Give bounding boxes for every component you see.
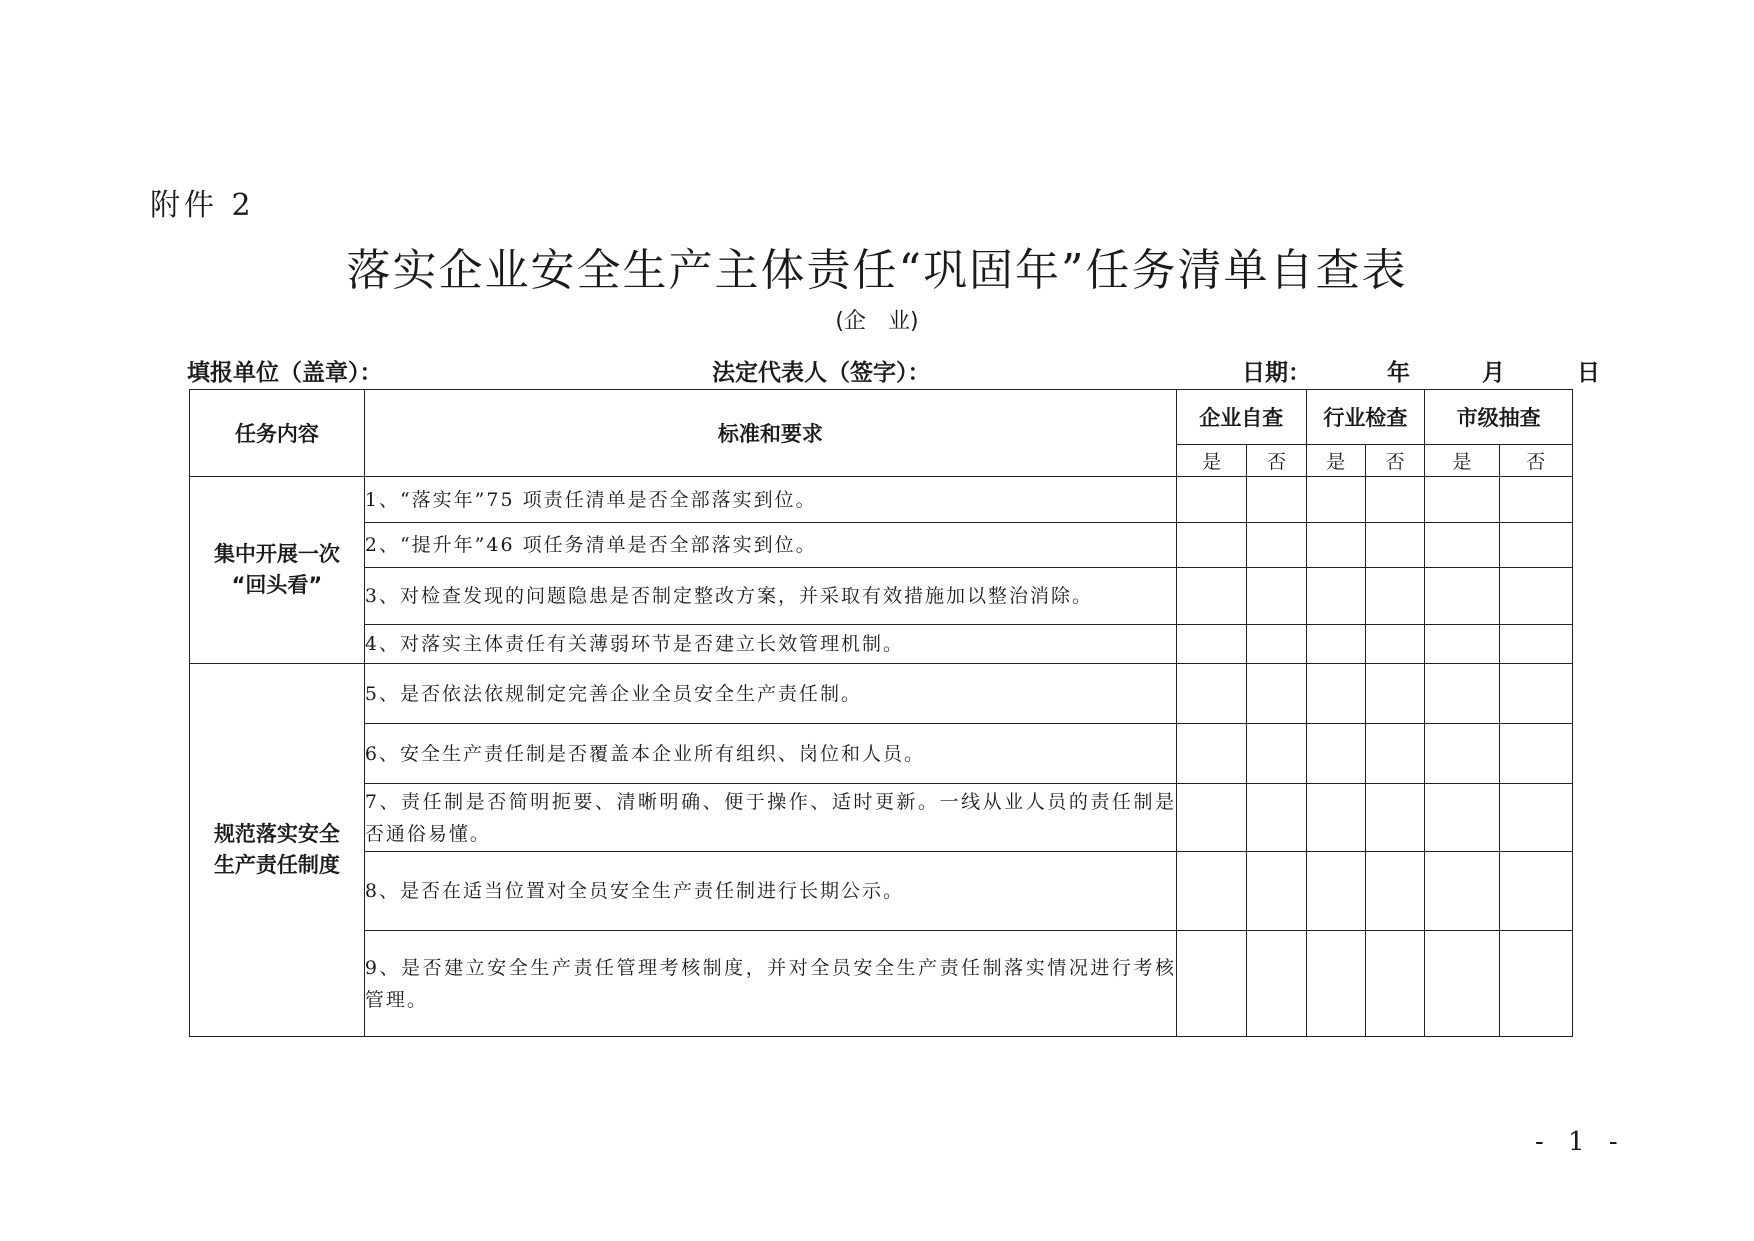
self-check-yes-cell[interactable] [1176, 852, 1246, 931]
date-month-label: 月 [1482, 360, 1505, 386]
attachment-label: 附件 2 [150, 188, 255, 223]
city-check-no-cell[interactable] [1499, 568, 1572, 625]
table-row [190, 784, 1573, 852]
date-field [1242, 354, 1600, 387]
city-check-yes-cell[interactable] [1425, 523, 1499, 568]
city-check-no-cell[interactable] [1499, 852, 1572, 931]
table-row [190, 724, 1573, 784]
city-check-no-header: 否 [1499, 445, 1572, 477]
task-cell-review [190, 477, 365, 664]
self-check-no-cell[interactable] [1247, 625, 1306, 664]
self-check-yes-cell[interactable] [1176, 664, 1246, 724]
task-label-line: 生产责任制度 [213, 853, 340, 877]
legal-representative-label: 法定代表人（签字）： [712, 360, 931, 386]
table-row [190, 625, 1573, 664]
task-label-line: 规范落实安全 [213, 822, 340, 846]
self-check-no-cell[interactable] [1247, 784, 1306, 852]
self-check-no-cell[interactable] [1247, 931, 1306, 1037]
self-check-yes-cell[interactable] [1176, 523, 1246, 568]
self-check-no-cell[interactable] [1247, 664, 1306, 724]
industry-check-no-header: 否 [1365, 445, 1424, 477]
date-year-label: 年 [1387, 360, 1410, 386]
city-check-yes-cell[interactable] [1425, 724, 1499, 784]
self-check-no-header: 否 [1247, 445, 1306, 477]
city-check-yes-cell[interactable] [1425, 784, 1499, 852]
table-row [190, 477, 1573, 523]
city-check-no-cell[interactable] [1499, 523, 1572, 568]
requirement-item-9: 9、是否建立安全生产责任管理考核制度，并对全员安全生产责任制落实情况进行考核管理。 [364, 931, 1176, 1037]
document-subtitle: (企 业) [835, 309, 919, 334]
date-day-label: 日 [1577, 360, 1600, 386]
column-header-requirements: 标准和要求 [364, 390, 1176, 477]
column-header-industry-check: 行业检查 [1306, 390, 1425, 445]
task-label-line: “回头看” [231, 573, 323, 597]
city-check-yes-cell[interactable] [1425, 625, 1499, 664]
requirement-item-4: 4、对落实主体责任有关薄弱环节是否建立长效管理机制。 [364, 625, 1176, 664]
industry-check-yes-cell[interactable] [1306, 664, 1365, 724]
industry-check-no-cell[interactable] [1365, 931, 1424, 1037]
table-row [190, 664, 1573, 724]
table-row [190, 931, 1573, 1037]
self-check-yes-cell[interactable] [1176, 784, 1246, 852]
checklist-table [189, 389, 1573, 1037]
table-row [190, 852, 1573, 931]
column-header-self-check: 企业自查 [1176, 390, 1306, 445]
city-check-yes-cell[interactable] [1425, 568, 1499, 625]
date-label: 日期： [1242, 360, 1311, 386]
industry-check-no-cell[interactable] [1365, 852, 1424, 931]
requirement-item-3: 3、对检查发现的问题隐患是否制定整改方案，并采取有效措施加以整治消除。 [364, 568, 1176, 625]
city-check-no-cell[interactable] [1499, 931, 1572, 1037]
industry-check-yes-cell[interactable] [1306, 477, 1365, 523]
table-row [190, 523, 1573, 568]
city-check-no-cell[interactable] [1499, 625, 1572, 664]
industry-check-no-cell[interactable] [1365, 477, 1424, 523]
industry-check-yes-cell[interactable] [1306, 931, 1365, 1037]
city-check-yes-cell[interactable] [1425, 664, 1499, 724]
industry-check-yes-cell[interactable] [1306, 724, 1365, 784]
self-check-yes-cell[interactable] [1176, 477, 1246, 523]
reporting-unit-label: 填报单位（盖章）： [187, 360, 383, 386]
industry-check-yes-cell[interactable] [1306, 784, 1365, 852]
requirement-item-1: 1、“落实年”75 项责任清单是否全部落实到位。 [364, 477, 1176, 523]
self-check-yes-cell[interactable] [1176, 724, 1246, 784]
industry-check-no-cell[interactable] [1365, 523, 1424, 568]
self-check-yes-cell[interactable] [1176, 625, 1246, 664]
industry-check-yes-cell[interactable] [1306, 568, 1365, 625]
self-check-yes-cell[interactable] [1176, 931, 1246, 1037]
city-check-yes-cell[interactable] [1425, 852, 1499, 931]
requirement-item-5: 5、是否依法依规制定完善企业全员安全生产责任制。 [364, 664, 1176, 724]
industry-check-yes-header: 是 [1306, 445, 1365, 477]
requirement-item-6: 6、安全生产责任制是否覆盖本企业所有组织、岗位和人员。 [364, 724, 1176, 784]
header-row [190, 390, 1573, 445]
document-title: 落实企业安全生产主体责任“巩固年”任务清单自查表 [346, 245, 1408, 296]
industry-check-no-cell[interactable] [1365, 568, 1424, 625]
city-check-no-cell[interactable] [1499, 784, 1572, 852]
task-label-line: 集中开展一次 [213, 542, 340, 566]
industry-check-yes-cell[interactable] [1306, 625, 1365, 664]
requirement-item-7: 7、责任制是否简明扼要、清晰明确、便于操作、适时更新。一线从业人员的责任制是否通俗易懂。 [364, 784, 1176, 852]
page-number: - 1 - [1535, 1127, 1626, 1157]
requirement-item-2: 2、“提升年”46 项任务清单是否全部落实到位。 [364, 523, 1176, 568]
column-header-city-check: 市级抽查 [1425, 390, 1573, 445]
industry-check-no-cell[interactable] [1365, 625, 1424, 664]
task-cell-responsibility-system [190, 664, 365, 1037]
self-check-no-cell[interactable] [1247, 477, 1306, 523]
city-check-no-cell[interactable] [1499, 477, 1572, 523]
industry-check-no-cell[interactable] [1365, 784, 1424, 852]
table-row [190, 568, 1573, 625]
city-check-no-cell[interactable] [1499, 664, 1572, 724]
self-check-no-cell[interactable] [1247, 852, 1306, 931]
industry-check-no-cell[interactable] [1365, 724, 1424, 784]
industry-check-yes-cell[interactable] [1306, 852, 1365, 931]
self-check-yes-header: 是 [1176, 445, 1246, 477]
city-check-yes-header: 是 [1425, 445, 1499, 477]
self-check-no-cell[interactable] [1247, 568, 1306, 625]
industry-check-no-cell[interactable] [1365, 664, 1424, 724]
city-check-yes-cell[interactable] [1425, 477, 1499, 523]
industry-check-yes-cell[interactable] [1306, 523, 1365, 568]
self-check-no-cell[interactable] [1247, 724, 1306, 784]
requirement-item-8: 8、是否在适当位置对全员安全生产责任制进行长期公示。 [364, 852, 1176, 931]
self-check-yes-cell[interactable] [1176, 568, 1246, 625]
city-check-yes-cell[interactable] [1425, 931, 1499, 1037]
city-check-no-cell[interactable] [1499, 724, 1572, 784]
column-header-task: 任务内容 [190, 390, 365, 477]
self-check-no-cell[interactable] [1247, 523, 1306, 568]
